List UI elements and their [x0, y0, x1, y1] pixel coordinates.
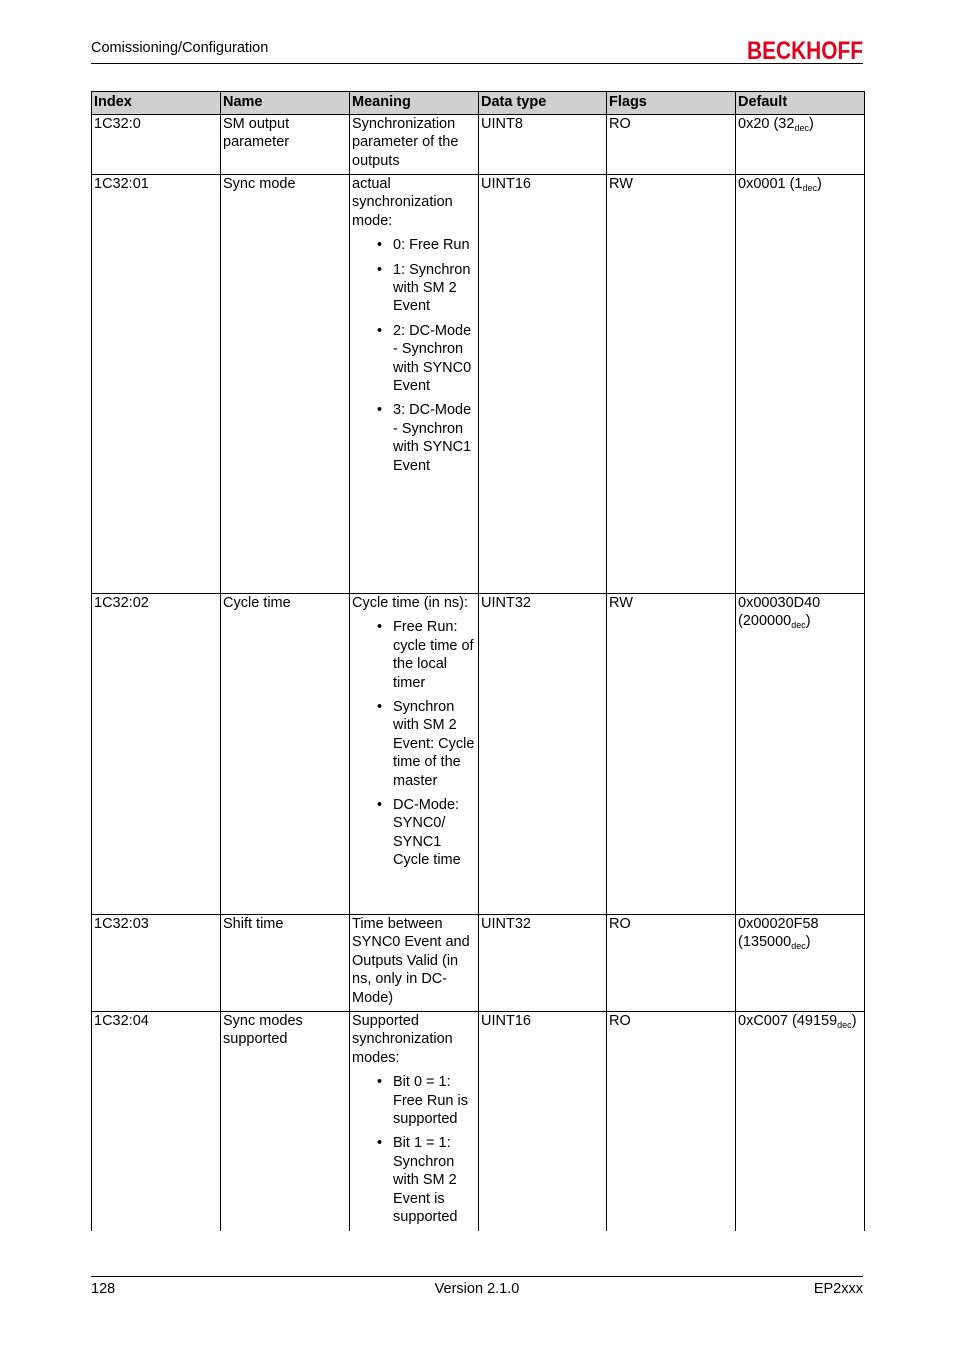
- cell-default: [736, 175, 865, 594]
- bullet-item: • 3: DC-Mode - Synchron with SYNC1 Event: [352, 401, 476, 475]
- cell-data-type: UINT32: [479, 915, 607, 1012]
- bullet-item: • Bit 0 = 1: Free Run is supported: [352, 1073, 476, 1128]
- default-close: ): [805, 934, 811, 951]
- meaning-text: Supported synchronization modes:: [352, 1013, 453, 1066]
- footer-divider: [91, 1276, 863, 1277]
- cell-data-type: UINT8: [479, 115, 607, 175]
- table-row: [92, 915, 865, 1012]
- bullet-item: • Free Run: cycle time of the local timer: [352, 618, 476, 692]
- cell-flags: RO: [607, 115, 736, 175]
- meaning-text: Cycle time (in ns):: [352, 595, 469, 611]
- bullet-item: • DC-Mode: SYNC0/ SYNC1 Cycle time: [352, 796, 476, 870]
- meaning-text: Synchronization parameter of the outputs: [352, 116, 459, 169]
- default-close: ): [817, 176, 822, 192]
- cell-flags: RO: [607, 915, 736, 1012]
- cell-name: SM output parameter: [221, 115, 350, 175]
- cell-default: [736, 115, 865, 175]
- cell-index: 1C32:0: [92, 115, 221, 175]
- meaning-text: actual synchronization mode:: [352, 176, 453, 229]
- table-header-row: [92, 92, 865, 115]
- table-row: [92, 1012, 865, 1231]
- column-header-default: Default: [736, 92, 865, 115]
- default-subscript: dec: [837, 1020, 852, 1030]
- column-header-index: Index: [92, 92, 221, 115]
- column-header-meaning: Meaning: [350, 92, 479, 115]
- cell-data-type: UINT32: [479, 594, 607, 915]
- default-subscript: dec: [791, 620, 806, 631]
- column-header-flags: Flags: [607, 92, 736, 115]
- table-row: [92, 594, 865, 915]
- default-value: 0x00020F58 (135000: [738, 916, 819, 951]
- bullet-item: • 0: Free Run: [352, 236, 476, 254]
- default-close: ): [851, 1013, 857, 1029]
- cell-meaning: [350, 115, 479, 175]
- product-name: EP2xxx: [813, 1281, 863, 1297]
- bullet-item: • Bit 1 = 1: Synchron with SM 2 Event is supported: [352, 1134, 476, 1226]
- cell-meaning: [350, 915, 479, 1012]
- bullet-item: • 2: DC-Mode - Synchron with SYNC0 Event: [352, 322, 476, 396]
- beckhoff-logo: [745, 35, 865, 63]
- cell-index: 1C32:02: [92, 594, 221, 915]
- cell-index: 1C32:01: [92, 175, 221, 594]
- cell-index: 1C32:04: [92, 1012, 221, 1231]
- meaning-bullet-list: [352, 236, 476, 475]
- cell-meaning: [350, 1012, 479, 1231]
- cell-data-type: UINT16: [479, 175, 607, 594]
- default-close: ): [805, 613, 811, 630]
- cell-default: [736, 594, 865, 915]
- cell-name: Sync mode: [221, 175, 350, 594]
- default-subscript: dec: [794, 123, 809, 133]
- default-value: 0xC007 (49159: [738, 1013, 838, 1029]
- default-subscript: dec: [802, 183, 818, 193]
- cell-flags: RO: [607, 1012, 736, 1231]
- table-row: [92, 115, 865, 175]
- meaning-bullet-list: [352, 618, 476, 869]
- cell-flags: RW: [607, 594, 736, 915]
- default-close: ): [808, 116, 814, 132]
- cell-default: [736, 915, 865, 1012]
- table-row: [92, 175, 865, 594]
- meaning-text: Time between SYNC0 Event and Outputs Valid (in ns, only in DC-Mode): [352, 916, 470, 1006]
- cell-meaning: [350, 594, 479, 915]
- cell-name: Shift time: [221, 915, 350, 1012]
- page-number: 128: [91, 1281, 116, 1297]
- column-header-data-type: Data type: [479, 92, 607, 115]
- default-subscript: dec: [791, 941, 806, 952]
- cell-meaning: [350, 175, 479, 594]
- cell-name: Sync modes supported: [221, 1012, 350, 1231]
- cell-index: 1C32:03: [92, 915, 221, 1012]
- column-header-name: Name: [221, 92, 350, 115]
- default-value: 0x20 (32: [738, 116, 795, 132]
- section-title: Comissioning/Configuration: [91, 40, 269, 56]
- default-value: 0x00030D40 (200000: [738, 595, 821, 630]
- bullet-item: • Synchron with SM 2 Event: Cycle time of the master: [352, 698, 476, 790]
- logo-text: BECKHOFF: [747, 37, 863, 65]
- cell-default: [736, 1012, 865, 1231]
- header-divider: [91, 63, 863, 64]
- meaning-bullet-list: [352, 1073, 476, 1226]
- document-version: Version 2.1.0: [434, 1281, 520, 1297]
- default-value: 0x0001 (1: [738, 176, 803, 192]
- bullet-item: • 1: Synchron with SM 2 Event: [352, 261, 476, 316]
- cell-data-type: UINT16: [479, 1012, 607, 1231]
- object-dictionary-table: [91, 91, 865, 1231]
- cell-name: Cycle time: [221, 594, 350, 915]
- cell-flags: RW: [607, 175, 736, 594]
